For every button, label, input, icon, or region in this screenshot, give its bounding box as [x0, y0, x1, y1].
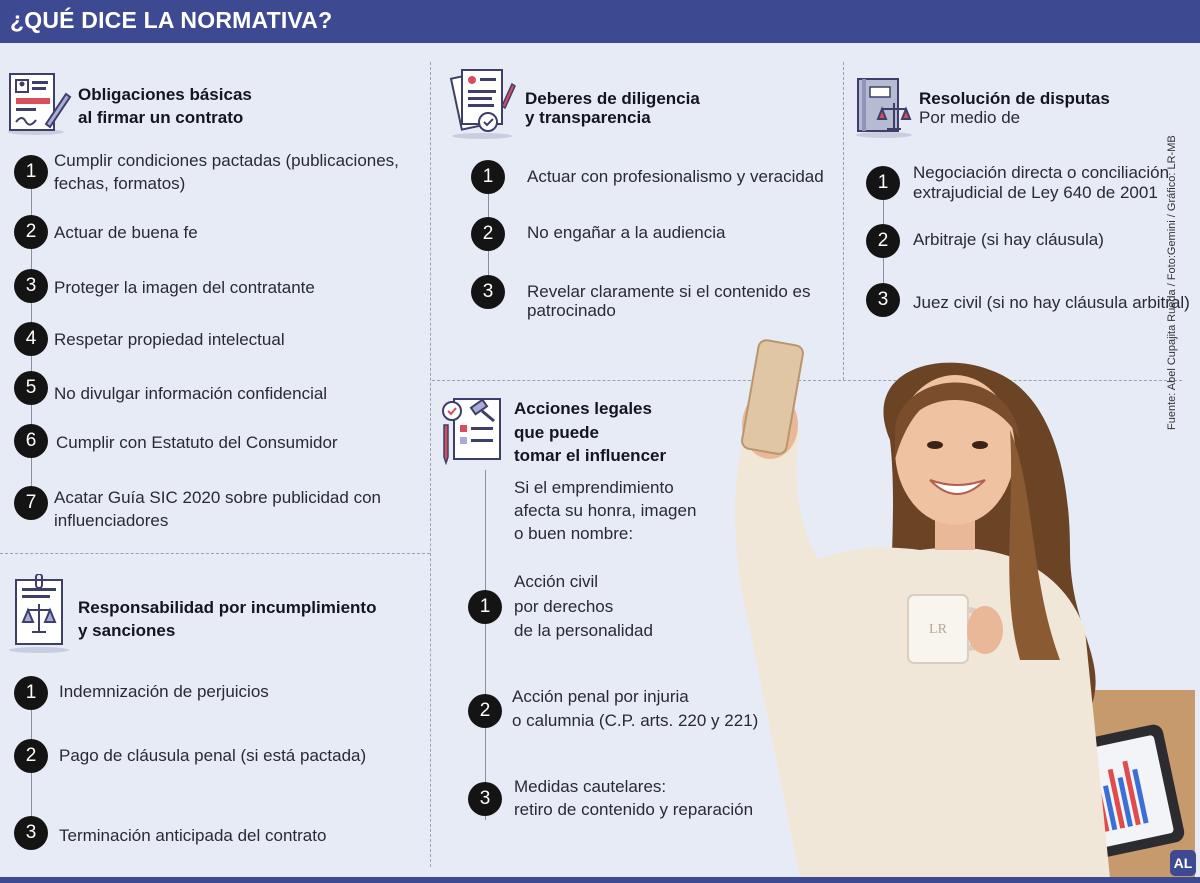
- obligaciones-number-3: 3: [14, 269, 48, 303]
- law-book-scales-icon: [854, 73, 916, 144]
- contract-pen-icon: [6, 70, 72, 141]
- deberes-number-1: 1: [471, 160, 505, 194]
- divider-horizontal-left: [0, 553, 430, 554]
- al-logo: AL: [1170, 850, 1196, 876]
- acciones-intro-line1: Si el emprendimiento: [514, 478, 674, 497]
- deberes-item-3-line2: patrocinado: [527, 301, 616, 320]
- obligaciones-number-4: 4: [14, 322, 48, 356]
- responsabilidad-item-3: Terminación anticipada del contrato: [59, 826, 327, 845]
- deberes-title-line1: Deberes de diligencia: [525, 89, 700, 108]
- obligaciones-item-6: Cumplir con Estatuto del Consumidor: [56, 433, 338, 452]
- acciones-timeline: [485, 470, 486, 820]
- acciones-title-line2: que puede: [514, 423, 600, 442]
- acciones-title-line3: tomar el influencer: [514, 446, 667, 465]
- responsabilidad-title-line2: y sanciones: [78, 621, 176, 640]
- resolucion-title: Resolución de disputas: [919, 89, 1110, 108]
- acciones-intro-line3: o buen nombre:: [514, 524, 634, 543]
- acciones-item-2-line2: o calumnia (C.P. arts. 220 y 221): [512, 711, 759, 730]
- obligaciones-title-line2: al firmar un contrato: [78, 108, 244, 127]
- page-title: ¿QUÉ DICE LA NORMATIVA?: [10, 7, 333, 33]
- source-credits: Fuente: Abel Cupajita Rueda / Foto:Gemini / Gráfico: LR-MB: [1166, 135, 1178, 430]
- acciones-item-3-line1: Medidas cautelares:: [514, 777, 667, 796]
- responsabilidad-title-line1: Responsabilidad por incumplimiento: [78, 598, 377, 617]
- acciones-intro-line2: afecta su honra, imagen: [514, 501, 697, 520]
- obligaciones-number-5: 5: [14, 371, 48, 405]
- resolucion-item-3: Juez civil (si no hay cláusula arbitral): [913, 293, 1190, 312]
- deberes-item-1: Actuar con profesionalismo y veracidad: [527, 167, 824, 186]
- divider-vertical-left: [430, 62, 431, 867]
- resolucion-item-2: Arbitraje (si hay cláusula): [913, 230, 1104, 249]
- responsabilidad-number-1: 1: [14, 676, 48, 710]
- obligaciones-number-6: 6: [14, 424, 48, 458]
- deberes-number-3: 3: [471, 275, 505, 309]
- obligaciones-title-line1: Obligaciones básicas: [78, 85, 252, 104]
- document-check-icon: [448, 64, 518, 145]
- responsabilidad-number-2: 2: [14, 739, 48, 773]
- header-bar: [0, 0, 1200, 43]
- acciones-item-2-line1: Acción penal por injuria: [512, 687, 689, 706]
- mug-logo-text: LR: [929, 622, 947, 637]
- obligaciones-number-1: 1: [14, 155, 48, 189]
- acciones-item-1-line1: Acción civil: [514, 572, 599, 591]
- checklist-gavel-icon: [440, 395, 508, 470]
- legal-document-scales-icon: [6, 574, 72, 659]
- deberes-title-line2: y transparencia: [525, 108, 651, 127]
- obligaciones-number-7: 7: [14, 486, 48, 520]
- obligaciones-number-2: 2: [14, 215, 48, 249]
- obligaciones-item-2: Actuar de buena fe: [54, 223, 198, 242]
- responsabilidad-item-2: Pago de cláusula penal (si está pactada): [59, 746, 367, 765]
- obligaciones-item-4: Respetar propiedad intelectual: [54, 330, 285, 349]
- responsabilidad-number-3: 3: [14, 816, 48, 850]
- deberes-item-2: No engañar a la audiencia: [527, 223, 726, 242]
- resolucion-item-1-line2: extrajudicial de Ley 640 de 2001: [913, 183, 1158, 202]
- deberes-item-3-line1: Revelar claramente si el contenido es: [527, 282, 811, 301]
- acciones-number-2: 2: [468, 694, 502, 728]
- influencer-selfie-photo: [690, 330, 1195, 883]
- obligaciones-item-5: No divulgar información confidencial: [54, 384, 328, 403]
- deberes-number-2: 2: [471, 217, 505, 251]
- acciones-item-1-line2: por derechos: [514, 597, 614, 616]
- resolucion-subtitle: Por medio de: [919, 108, 1021, 127]
- responsabilidad-item-1: Indemnización de perjuicios: [59, 682, 269, 701]
- acciones-number-1: 1: [468, 590, 502, 624]
- obligaciones-item-7-line1: Acatar Guía SIC 2020 sobre publicidad con: [54, 488, 381, 507]
- resolucion-number-3: 3: [866, 283, 900, 317]
- acciones-title-line1: Acciones legales: [514, 399, 652, 418]
- obligaciones-item-7-line2: influenciadores: [54, 511, 169, 530]
- acciones-item-1-line3: de la personalidad: [514, 621, 653, 640]
- resolucion-number-1: 1: [866, 166, 900, 200]
- footer-bar: [0, 877, 1200, 883]
- acciones-number-3: 3: [468, 782, 502, 816]
- resolucion-number-2: 2: [866, 224, 900, 258]
- acciones-item-3-line2: retiro de contenido y reparación: [514, 800, 754, 819]
- obligaciones-item-3: Proteger la imagen del contratante: [54, 278, 315, 297]
- obligaciones-item-1-line1: Cumplir condiciones pactadas (publicaciones,: [54, 151, 399, 170]
- resolucion-item-1-line1: Negociación directa o conciliación: [913, 163, 1170, 182]
- obligaciones-item-1-line2: fechas, formatos): [54, 174, 186, 193]
